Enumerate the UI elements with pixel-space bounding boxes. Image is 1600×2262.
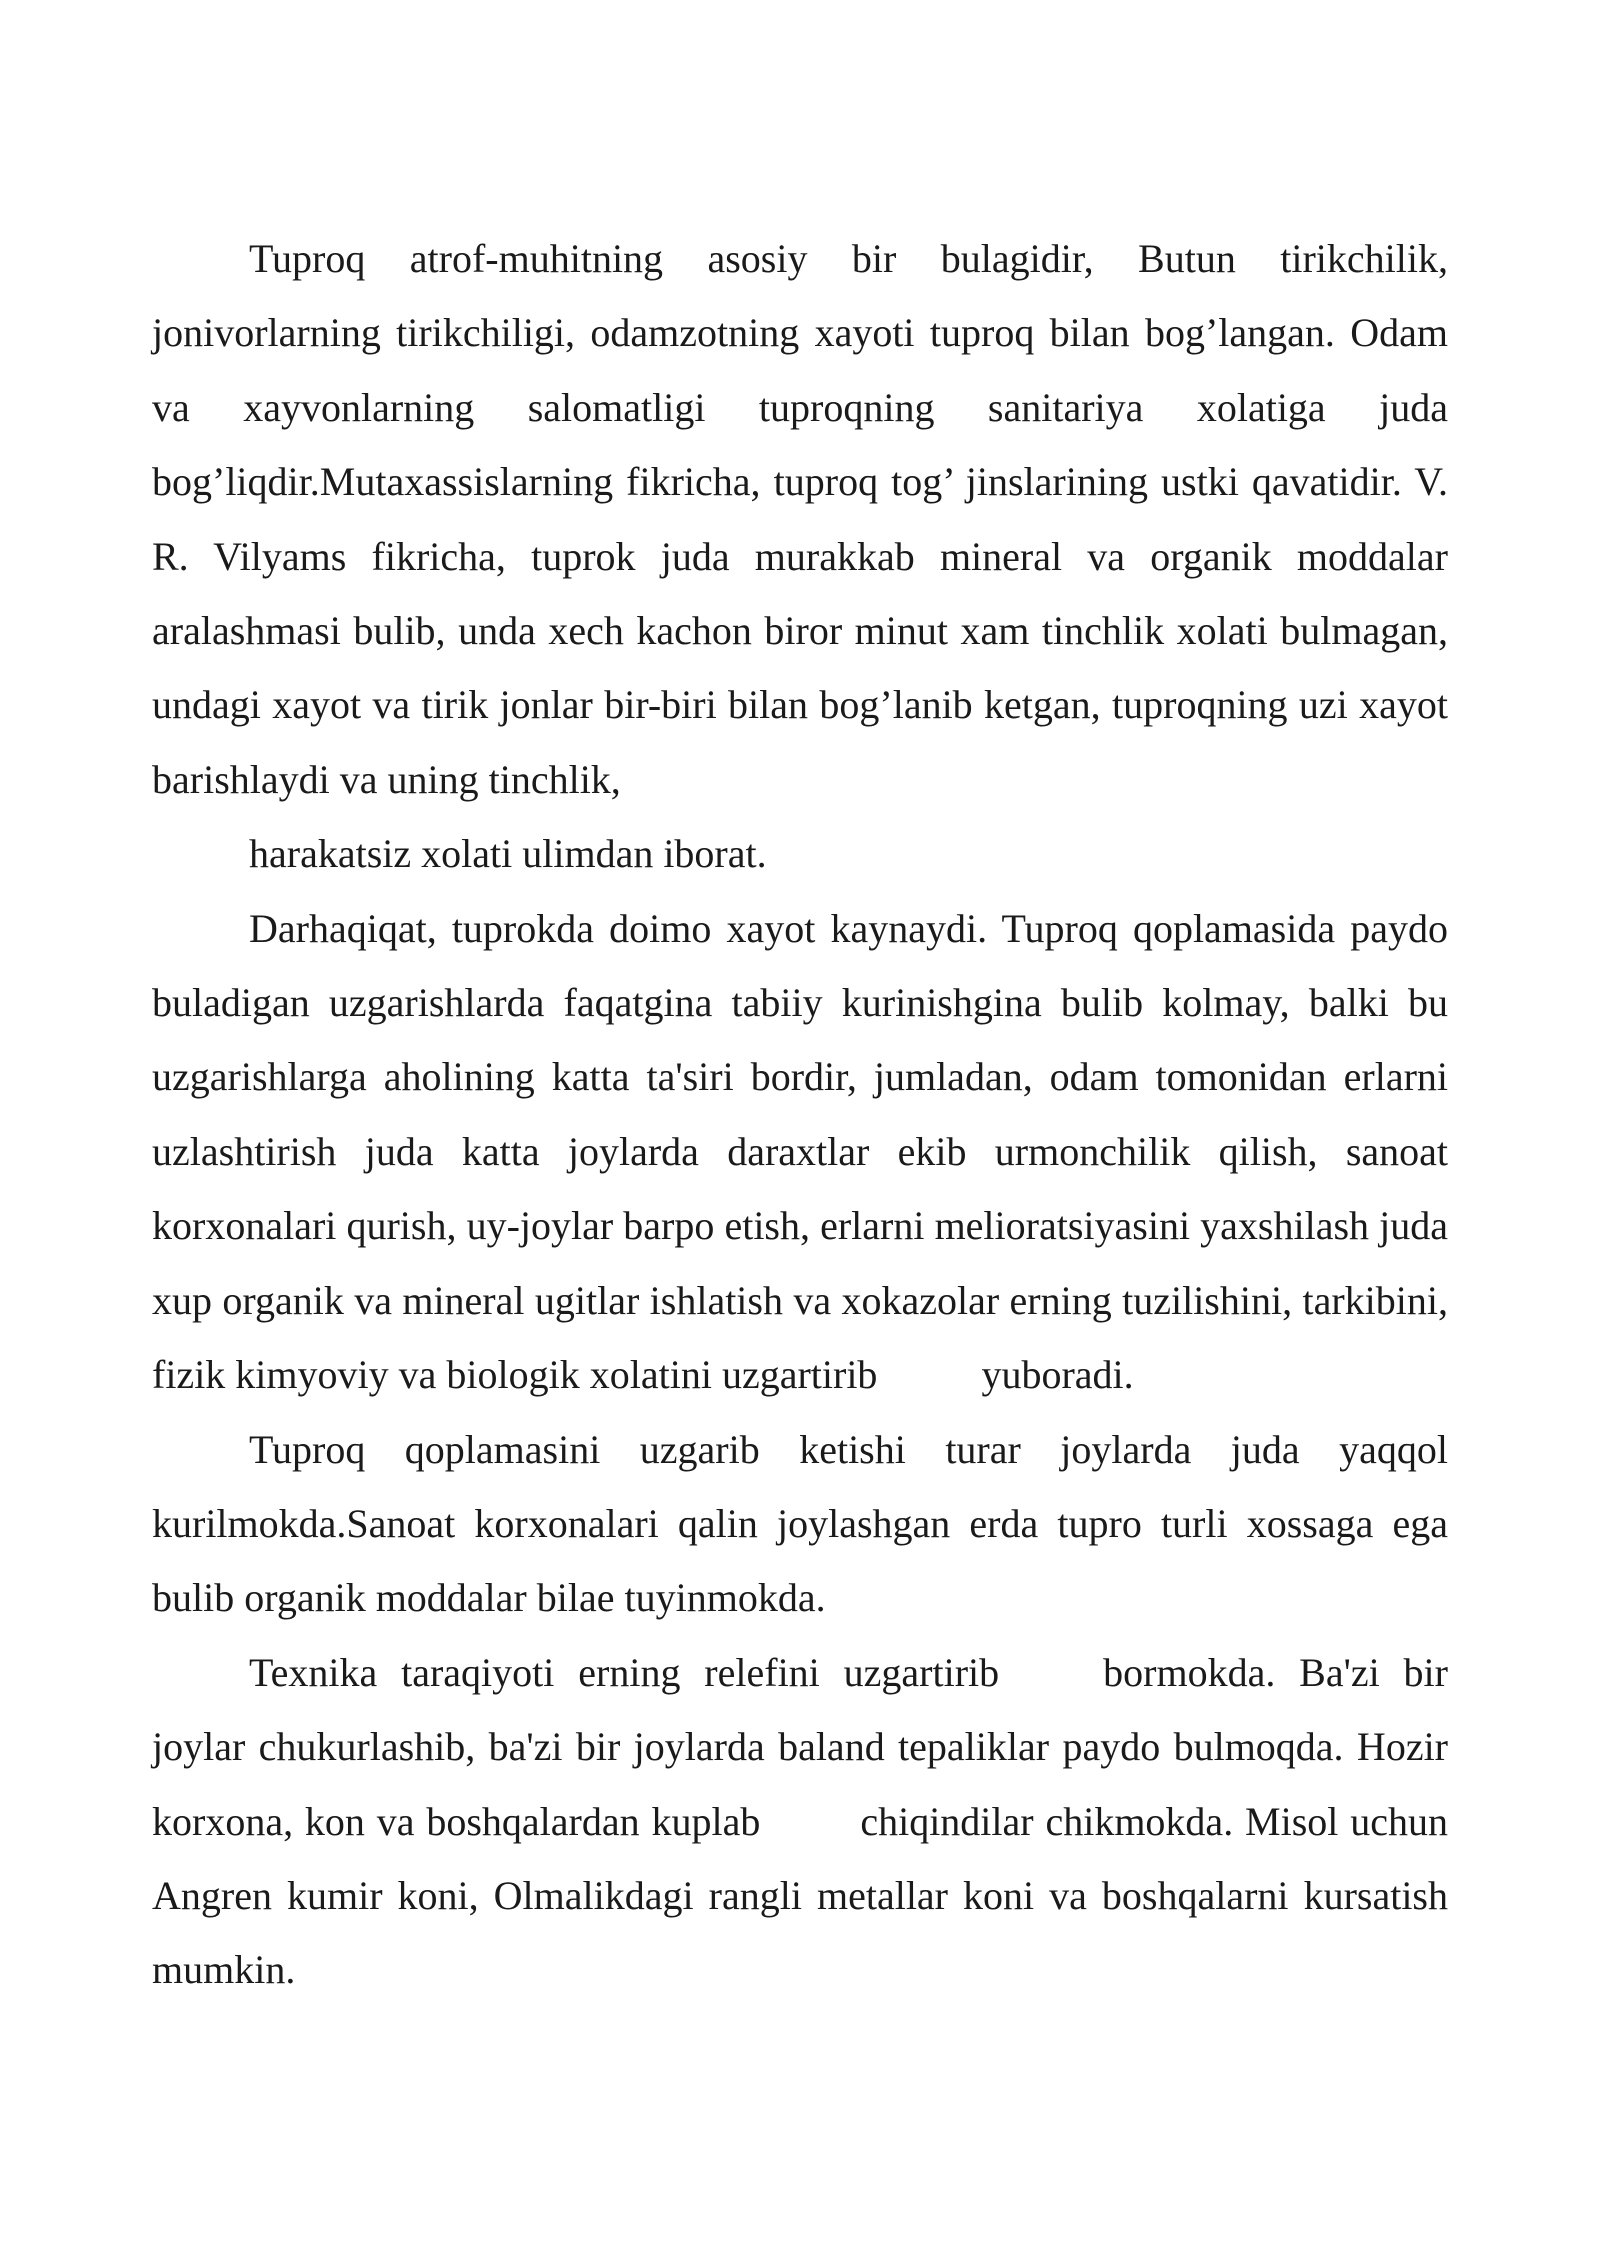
document-page [152,222,1448,2008]
paragraph-2-text: Darhaqiqat, tuprokda doimo xayot kaynaydi. Tuproq qoplamasida paydo buladigan uzgarishlarda faqatgina tabiiy kurinishgina bulib kolmay, balki bu uzgarishlarga aholining katta ta'siri bordir, jumladan, odam tomonidan erlarni uzlashtirish juda katta joylarda daraxtlar ekib urmonchilik qilish, sanoat korxonalari qurish, uy-joylar barpo etish, erlarni melioratsiyasini yaxshilash juda xup organik va mineral ugitlar ishlatish va xokazolar erning tuzilishini, tarkibini, fizik kimyoviy va biologik xolatini uzgartirib [152,905,1448,1398]
paragraph-4-part-d: chikmokda. Misol uchun Angren kumir koni, Olmalikdagi rangli metallar koni va boshqalarni kursatish mumkin. [152,1798,1448,1993]
paragraph-4-part-a: Texnika taraqiyoti erning relefini uzgartirib [249,1649,1000,1695]
paragraph-1: Tuproq atrof-muhitning asosiy bir bulagidir, Butun tirikchilik, jonivorlarning tirikchiligi, odamzotning xayoti tuproq bilan bog’langan. Odam va xayvonlarning salomatligi tuproqning sanitariya xolatiga juda bog’liqdir.Mutaxassislarning fikricha, tuproq tog’ jinslarining ustki qavatidir. V. R. Vilyams fikricha, tuprok juda murakkab mineral va organik moddalar aralashmasi bulib, unda xech kachon biror minut xam tinchlik xolati bulmagan, undagi xayot va tirik jonlar bir-biri bilan bog’lanib ketgan, tuproqning uzi xayot barishlaydi va uning tinchlik, [152,236,1448,802]
paragraph-4 [152,1636,1448,2008]
paragraph-2-end: yuboradi. [981,1352,1134,1398]
paragraph-4-part-c: chiqindilar [860,1798,1034,1844]
paragraph-4-part-b: bormokda. Ba'zi bir joylar chukurlashib, ba'zi bir joylarda baland tepaliklar paydo bulmoqda. Hozir korxona, kon va boshqalardan kuplab [152,1649,1448,1844]
paragraph-1-tail: harakatsiz xolati ulimdan iborat. [249,831,767,877]
paragraph-3: Tuproq qoplamasini uzgarib ketishi turar joylarda juda yaqqol kurilmokda.Sanoat korxonalari qalin joylashgan erda tupro turli xossaga ega bulib organik moddalar bilae tuyinmokda. [152,1426,1448,1621]
paragraph-2 [152,892,1448,1413]
